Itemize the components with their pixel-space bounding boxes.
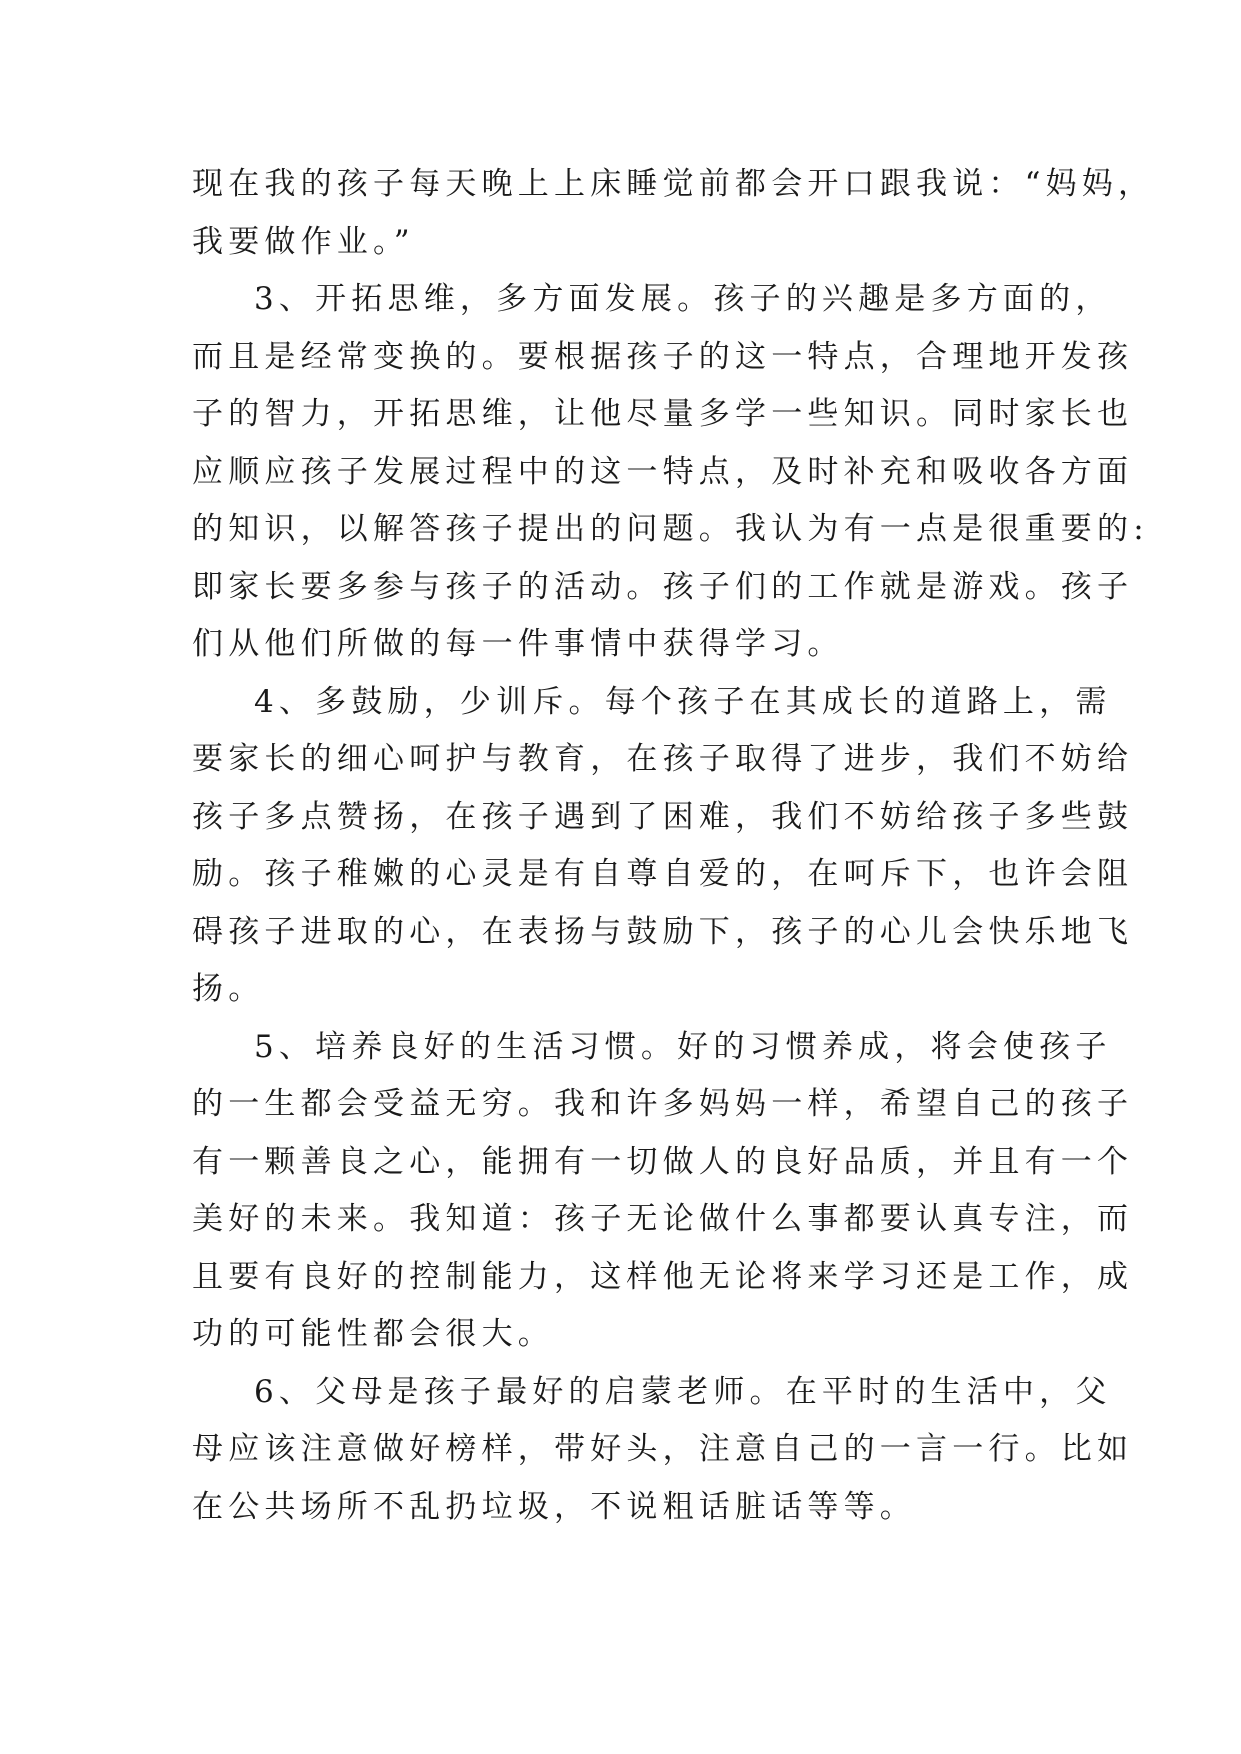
text-line: 现在我的孩子每天晚上上床睡觉前都会开口跟我说：“妈妈，: [192, 166, 1155, 202]
text-line: 而且是经常变换的。要根据孩子的这一特点，合理地开发孩: [192, 338, 1134, 375]
paragraph-first-line: 3、开拓思维，多方面发展。孩子的兴趣是多方面的，: [254, 281, 1112, 317]
text-line: 们从他们所做的每一件事情中获得学习。: [192, 626, 844, 662]
text-line: 美好的未来。我知道：孩子无论做什么事都要认真专注，而: [192, 1201, 1134, 1237]
body-text: [192, 156, 1155, 1536]
text-line: 励。孩子稚嫩的心灵是有自尊自爱的，在呵斥下，也许会阻: [192, 856, 1134, 892]
text-line: 有一颗善良之心，能拥有一切做人的良好品质，并且有一个: [192, 1143, 1134, 1180]
text-line: 的一生都会受益无穷。我和许多妈妈一样，希望自己的孩子: [192, 1086, 1134, 1122]
text-line: 即家长要多参与孩子的活动。孩子们的工作就是游戏。孩子: [192, 568, 1134, 605]
text-line: 我要做作业。”: [192, 223, 415, 260]
text-line: 应顺应孩子发展过程中的这一特点，及时补充和吸收各方面: [192, 453, 1134, 490]
text-line: 要家长的细心呵护与教育，在孩子取得了进步，我们不妨给: [192, 741, 1134, 777]
text-line: 且要有良好的控制能力，这样他无论将来学习还是工作，成: [192, 1258, 1134, 1295]
text-line: 在公共场所不乱扔垃圾，不说粗话脏话等等。: [192, 1488, 916, 1525]
text-line: 孩子多点赞扬，在孩子遇到了困难，我们不妨给孩子多些鼓: [192, 798, 1134, 835]
text-line: 功的可能性都会很大。: [192, 1316, 554, 1352]
text-line: 碍孩子进取的心，在表扬与鼓励下，孩子的心儿会快乐地飞: [192, 913, 1134, 950]
text-line: 扬。: [192, 971, 265, 1007]
paragraph-first-line: 6、父母是孩子最好的启蒙老师。在平时的生活中，父: [254, 1373, 1112, 1410]
text-line: 的知识，以解答孩子提出的问题。我认为有一点是很重要的:: [192, 511, 1149, 547]
paragraph-first-line: 4、多鼓励，少训斥。每个孩子在其成长的道路上，需: [254, 683, 1112, 720]
text-line: 母应该注意做好榜样，带好头，注意自己的一言一行。比如: [192, 1431, 1134, 1467]
text-line: 子的智力，开拓思维，让他尽量多学一些知识。同时家长也: [192, 396, 1134, 432]
paragraph-first-line: 5、培养良好的生活习惯。好的习惯养成，将会使孩子: [254, 1028, 1112, 1065]
